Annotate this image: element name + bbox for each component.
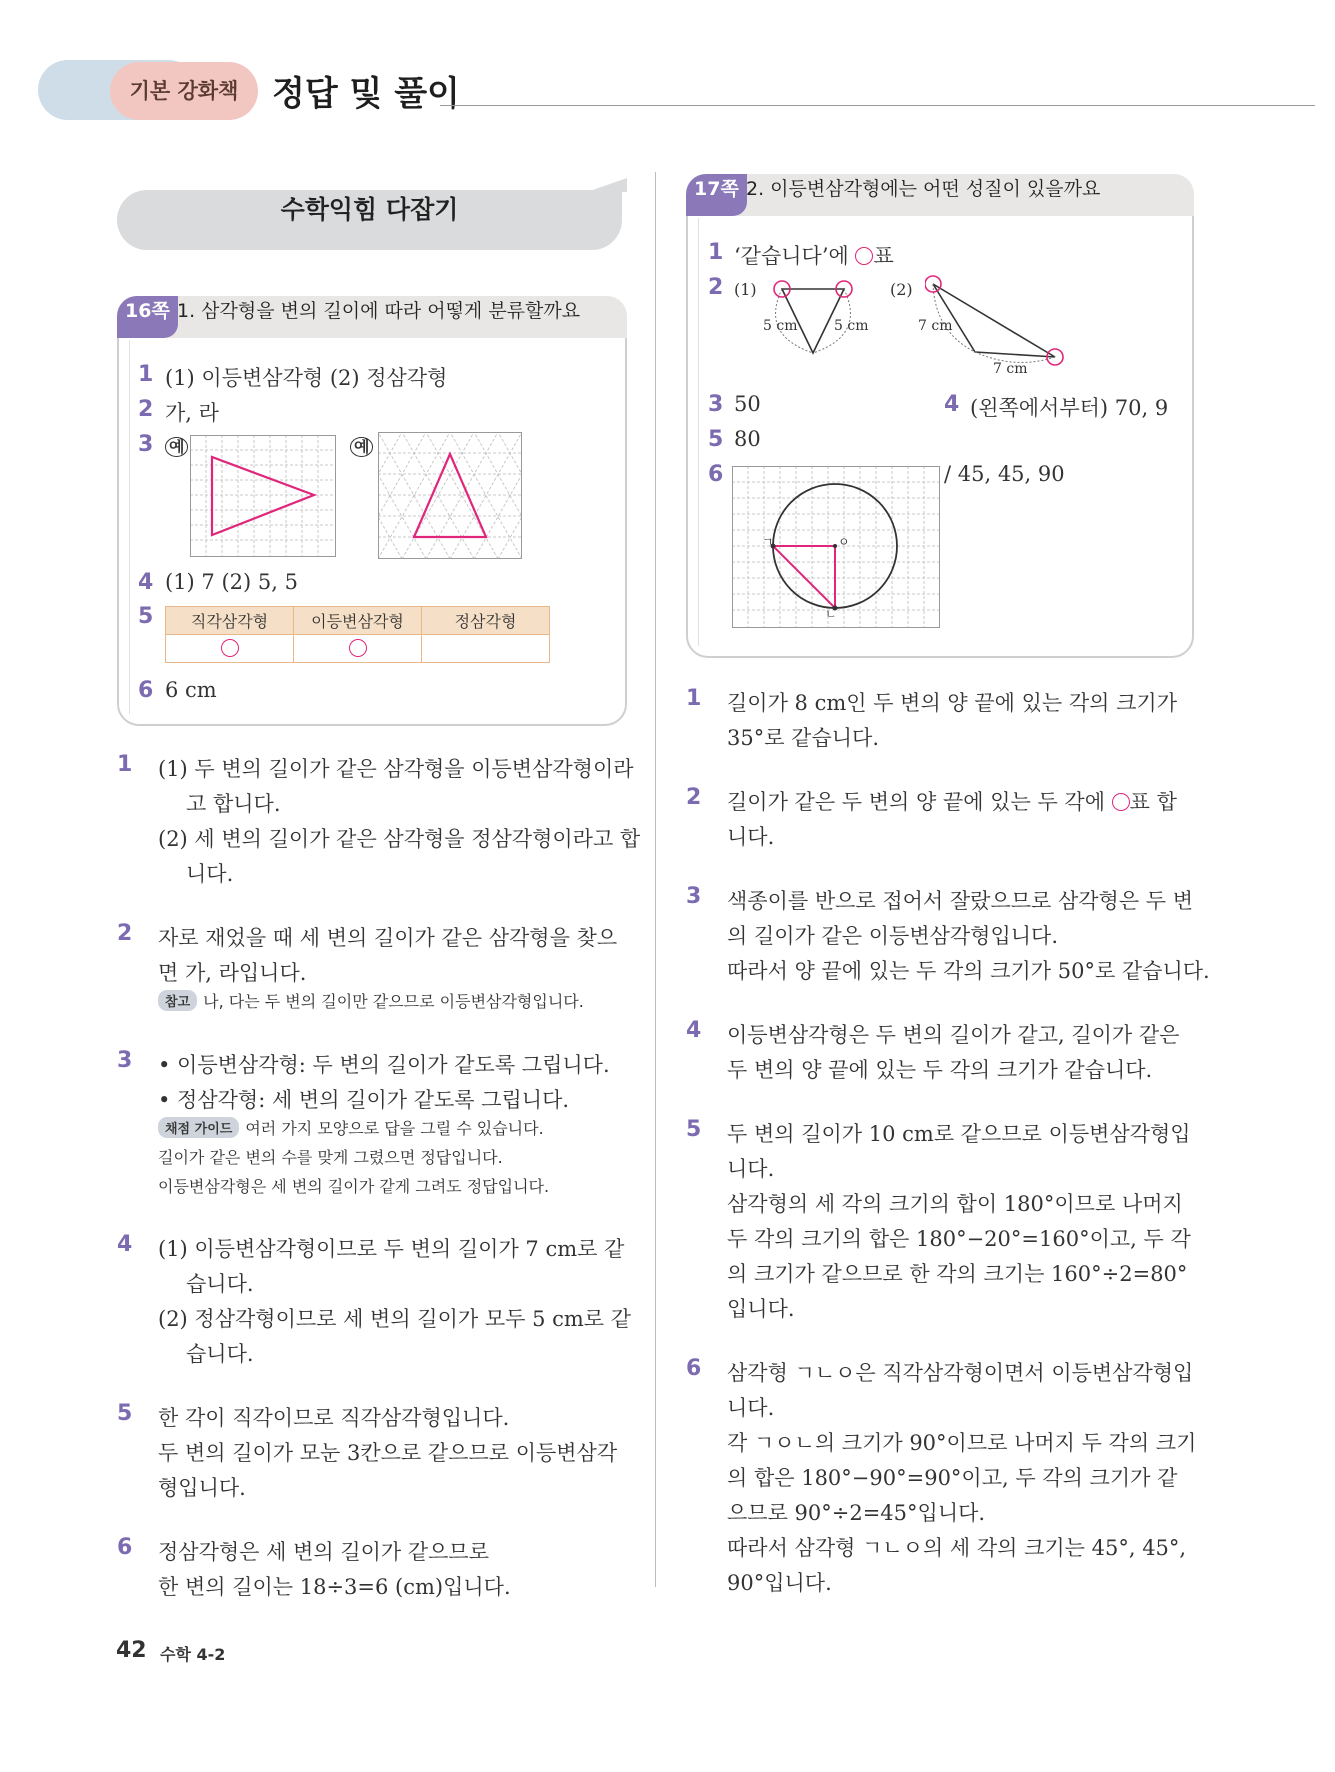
note-tag: 참고 — [158, 990, 197, 1011]
explanation-number: 4 — [686, 1018, 702, 1043]
isosceles-triangle — [212, 457, 314, 535]
explanation-number: 6 — [686, 1356, 702, 1381]
explanation-line: 두 변의 길이가 10 cm로 같으므로 이등변삼각형입 — [727, 1122, 1191, 1146]
book-name: 수학 4-2 — [160, 1645, 226, 1664]
explanation-line: 따라서 삼각형 ㄱㄴㅇ의 세 각의 크기는 45°, 45°, — [727, 1536, 1187, 1560]
answer-box-16-title: 1. 삼각형을 변의 길이에 따라 어떻게 분류할까요 — [177, 300, 581, 322]
explanation-line: 형입니다. — [158, 1476, 246, 1500]
part-label: (2) — [890, 280, 913, 299]
explanation-line: (1) 두 변의 길이가 같은 삼각형을 이등변삼각형이라 — [158, 757, 634, 781]
answer-number: 6 — [708, 462, 724, 487]
table-cell — [294, 635, 422, 663]
explanation-line: 두 변의 길이가 모눈 3칸으로 같으므로 이등변삼각 — [158, 1441, 618, 1465]
note-line: 길이가 같은 변의 수를 맞게 그렸으면 정답입니다. — [158, 1148, 503, 1167]
explanation-line: 니다. — [186, 862, 234, 886]
explanation-number: 3 — [117, 1048, 133, 1073]
answer-16-6: 6 cm — [165, 678, 217, 702]
explanation-line: 삼각형의 세 각의 크기의 합이 180°이므로 나머지 — [727, 1192, 1183, 1216]
example-mark: 예 — [350, 437, 373, 457]
page-badge-17: 17쪽 — [686, 174, 747, 216]
circle-mark — [855, 247, 873, 265]
column-divider — [655, 172, 656, 1587]
explanation-line: 으므로 90°÷2=45°입니다. — [727, 1501, 986, 1525]
explanation-text: 길이가 같은 두 변의 양 끝에 있는 두 각에 — [727, 790, 1105, 814]
answer-box-16-header — [117, 296, 627, 338]
table-header: 정삼각형 — [422, 607, 550, 635]
answer-17-3: 50 — [734, 392, 761, 416]
circle-mark — [221, 639, 239, 657]
explanation-line: (2) 세 변의 길이가 같은 삼각형을 정삼각형이라고 합 — [158, 827, 641, 851]
table-header: 이등변삼각형 — [294, 607, 422, 635]
answer-number: 1 — [138, 362, 154, 387]
explanation-line: 면 가, 라입니다. — [158, 961, 307, 985]
explanation-number: 3 — [686, 884, 702, 909]
note-text: 여러 가지 모양으로 답을 그릴 수 있습니다. — [245, 1119, 544, 1138]
answer-number: 2 — [138, 397, 154, 422]
explanation-line: 니다. — [727, 825, 775, 849]
answer-number: 3 — [138, 432, 154, 457]
explanation-line: 의 길이가 같은 이등변삼각형입니다. — [727, 924, 1058, 948]
circle-mark — [1112, 793, 1130, 811]
explanation-number: 6 — [117, 1535, 133, 1560]
explanation-line: • 정삼각형: 세 변의 길이가 같도록 그립니다. — [158, 1088, 570, 1112]
side-label: 5 cm — [763, 318, 798, 334]
explanation-line: 습니다. — [186, 1272, 254, 1296]
explanation-number: 5 — [686, 1117, 702, 1142]
explanation-number: 5 — [117, 1401, 133, 1426]
side-label: 7 cm — [993, 361, 1028, 377]
explanation-line: 자로 재었을 때 세 변의 길이가 같은 삼각형을 찾으 — [158, 926, 618, 950]
explanation-line: (1) 이등변삼각형이므로 두 변의 길이가 7 cm로 같 — [158, 1237, 625, 1261]
note-line — [158, 987, 584, 1016]
explanation-number: 1 — [686, 686, 702, 711]
explanation-line: 90°입니다. — [727, 1571, 832, 1595]
answer-box-17-title: 2. 이등변삼각형에는 어떤 성질이 있을까요 — [746, 178, 1101, 200]
explanation-line: 이등변삼각형은 두 변의 길이가 같고, 길이가 같은 — [727, 1023, 1180, 1047]
answer-box-17-header — [686, 174, 1194, 216]
answer-number: 1 — [708, 240, 724, 265]
note-line — [158, 1114, 544, 1143]
answer-17-4: (왼쪽에서부터) 70, 9 — [970, 396, 1169, 420]
square-grid-drawing — [190, 435, 336, 557]
point-label: ㅇ — [838, 535, 850, 549]
explanation-line: 두 각의 크기의 합은 180°−20°=160°이고, 두 각 — [727, 1227, 1191, 1251]
side-label: 7 cm — [918, 318, 953, 334]
side-label: 5 cm — [834, 318, 869, 334]
answer-text: 표 — [873, 244, 894, 268]
explanation-line: 습니다. — [186, 1342, 254, 1366]
circle-mark — [349, 639, 367, 657]
explanation-line: 니다. — [727, 1396, 775, 1420]
explanation-number: 2 — [686, 785, 702, 810]
answer-17-5: 80 — [734, 427, 761, 451]
explanation-line: 니다. — [727, 1157, 775, 1181]
triangle-grid-drawing — [378, 432, 522, 559]
table-header: 직각삼각형 — [166, 607, 294, 635]
explanation-line — [727, 785, 1177, 820]
table-cell — [422, 635, 550, 663]
page-title: 정답 및 풀이 — [272, 74, 460, 114]
explanation-line: 한 각이 직각이므로 직각삼각형입니다. — [158, 1406, 510, 1430]
point-label: ㄱ — [762, 535, 774, 549]
note-text: 나, 다는 두 변의 길이만 같으므로 이등변삼각형입니다. — [203, 992, 584, 1011]
explanation-line: 각 ㄱㅇㄴ의 크기가 90°이므로 나머지 두 각의 크기 — [727, 1431, 1197, 1455]
answer-16-4: (1) 7 (2) 5, 5 — [165, 570, 298, 594]
book-tag: 기본 강화책 — [110, 62, 258, 120]
note-line: 이등변삼각형은 세 변의 길이가 같게 그려도 정답입니다. — [158, 1177, 550, 1196]
answer-number: 4 — [944, 392, 960, 417]
answer-16-2: 가, 라 — [165, 401, 219, 425]
answer-number: 6 — [138, 678, 154, 703]
explanation-line: 길이가 8 cm인 두 변의 양 끝에 있는 각의 크기가 — [727, 691, 1177, 715]
explanation-line: 색종이를 반으로 접어서 잘랐으므로 삼각형은 두 변 — [727, 889, 1194, 913]
answer-number: 5 — [708, 427, 724, 452]
header-rule — [440, 105, 1315, 106]
example-mark: 예 — [165, 437, 188, 457]
grading-guide-tag: 채점 가이드 — [158, 1117, 239, 1138]
explanation-line: 35°로 같습니다. — [727, 726, 880, 750]
explanation-line: (2) 정삼각형이므로 세 변의 길이가 모두 5 cm로 같 — [158, 1307, 632, 1331]
explanation-number: 4 — [117, 1232, 133, 1257]
explanation-line: 따라서 양 끝에 있는 두 각의 크기가 50°로 같습니다. — [727, 959, 1210, 983]
explanation-number: 1 — [117, 752, 133, 777]
answer-text: ‘같습니다’에 — [734, 244, 849, 268]
explanation-number: 2 — [117, 921, 133, 946]
classification-table — [165, 606, 550, 663]
explanation-line: • 이등변삼각형: 두 변의 길이가 같도록 그립니다. — [158, 1053, 610, 1077]
explanation-line: 입니다. — [727, 1297, 795, 1321]
part-label: (1) — [734, 280, 757, 299]
answer-number: 3 — [708, 392, 724, 417]
explanation-line: 의 크기가 같으므로 한 각의 크기는 160°÷2=80° — [727, 1262, 1188, 1286]
section-banner — [117, 178, 627, 250]
explanation-text: 표 합 — [1129, 790, 1177, 814]
explanation-line: 의 합은 180°−90°=90°이고, 두 각의 크기가 같 — [727, 1466, 1178, 1490]
point-label: ㄴ — [825, 607, 837, 621]
explanation-line: 한 변의 길이는 18÷3=6 (cm)입니다. — [158, 1575, 511, 1599]
page-badge-16: 16쪽 — [117, 296, 178, 338]
explanation-line: 고 합니다. — [186, 792, 281, 816]
answer-17-6: / 45, 45, 90 — [944, 462, 1065, 486]
answer-number: 4 — [138, 570, 154, 595]
explanation-line: 삼각형 ㄱㄴㅇ은 직각삼각형이면서 이등변삼각형입 — [727, 1361, 1194, 1385]
explanation-line: 정삼각형은 세 변의 길이가 같으므로 — [158, 1540, 489, 1564]
page-number: 42 — [116, 1638, 147, 1663]
answer-number: 5 — [138, 604, 154, 629]
banner-title: 수학익힘 다잡기 — [280, 195, 459, 224]
answer-number: 2 — [708, 275, 724, 300]
answer-17-1 — [734, 240, 894, 270]
table-cell — [166, 635, 294, 663]
answer-16-1: (1) 이등변삼각형 (2) 정삼각형 — [165, 366, 448, 390]
explanation-line: 두 변의 양 끝에 있는 두 각의 크기가 같습니다. — [727, 1058, 1153, 1082]
